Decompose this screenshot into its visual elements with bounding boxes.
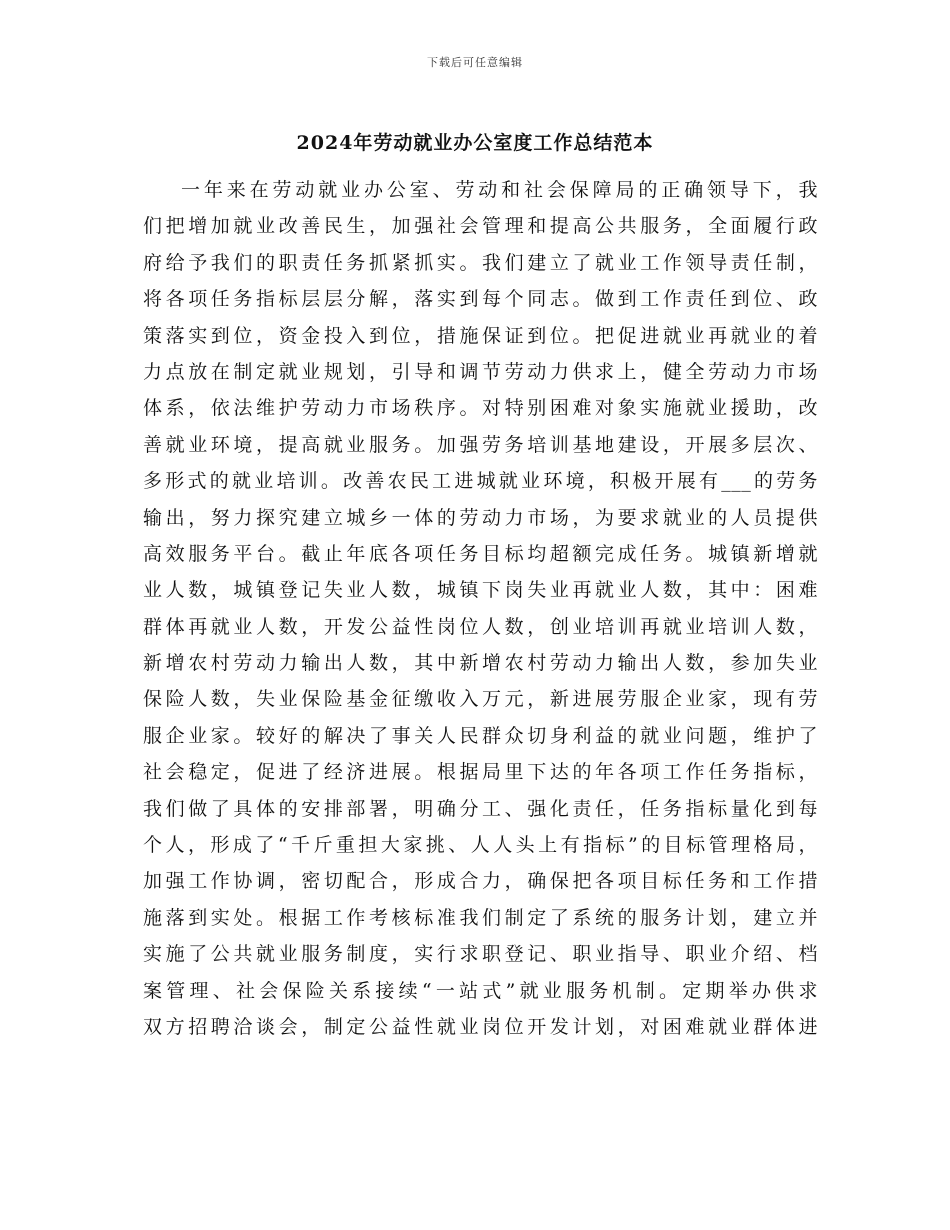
body-line: 社会稳定，促进了经济进展。根据局里下达的年各项工作任务指标， — [143, 761, 818, 784]
body-line: 群体再就业人数，开发公益性岗位人数，创业培训再就业培训人数， — [143, 615, 818, 638]
body-line: 服企业家。较好的解决了事关人民群众切身利益的就业问题，维护了 — [143, 724, 818, 747]
body-line: 府给予我们的职责任务抓紧抓实。我们建立了就业工作领导责任制， — [143, 251, 818, 274]
document-title: 2024年劳动就业办公室度工作总结范本 — [296, 132, 654, 154]
body-line: 输出，努力探究建立城乡一体的劳动力市场，为要求就业的人员提供 — [143, 506, 818, 529]
page-header-note: 下载后可任意编辑 — [427, 56, 523, 69]
body-line: 新增农村劳动力输出人数，其中新增农村劳动力输出人数，参加失业 — [143, 652, 818, 675]
body-line: 体系，依法维护劳动力市场秩序。对特别困难对象实施就业援助，改 — [143, 397, 818, 420]
body-line: 多形式的就业培训。改善农民工进城就业环境，积极开展有___的劳务 — [143, 470, 818, 493]
body-line: 个人，形成了“千斤重担大家挑、人人头上有指标”的目标管理格局， — [143, 834, 818, 857]
body-line: 将各项任务指标层层分解，落实到每个同志。做到工作责任到位、政 — [143, 288, 818, 311]
body-line: 力点放在制定就业规划，引导和调节劳动力供求上，健全劳动力市场 — [143, 360, 818, 383]
document-body — [143, 172, 818, 1045]
body-line: 一年来在劳动就业办公室、劳动和社会保障局的正确领导下，我 — [181, 179, 818, 201]
body-line: 策落实到位，资金投入到位，措施保证到位。把促进就业再就业的着 — [143, 324, 818, 347]
body-line: 高效服务平台。截止年底各项任务目标均超额完成任务。城镇新增就 — [143, 542, 818, 565]
body-line: 我们做了具体的安排部署，明确分工、强化责任，任务指标量化到每 — [143, 797, 818, 820]
body-line: 善就业环境，提高就业服务。加强劳务培训基地建设，开展多层次、 — [143, 433, 818, 456]
body-line: 实施了公共就业服务制度，实行求职登记、职业指导、职业介绍、档 — [143, 943, 818, 966]
body-line: 们把增加就业改善民生，加强社会管理和提高公共服务，全面履行政 — [143, 215, 818, 238]
body-line: 保险人数，失业保险基金征缴收入万元，新进展劳服企业家，现有劳 — [143, 688, 818, 711]
body-line: 双方招聘洽谈会，制定公益性就业岗位开发计划，对困难就业群体进 — [143, 1015, 818, 1038]
body-line: 施落到实处。根据工作考核标准我们制定了系统的服务计划，建立并 — [143, 906, 818, 929]
body-line: 加强工作协调，密切配合，形成合力，确保把各项目标任务和工作措 — [143, 870, 818, 893]
body-line: 案管理、社会保险关系接续“一站式”就业服务机制。定期举办供求 — [143, 979, 818, 1002]
body-line: 业人数，城镇登记失业人数，城镇下岗失业再就业人数，其中：困难 — [143, 579, 818, 602]
